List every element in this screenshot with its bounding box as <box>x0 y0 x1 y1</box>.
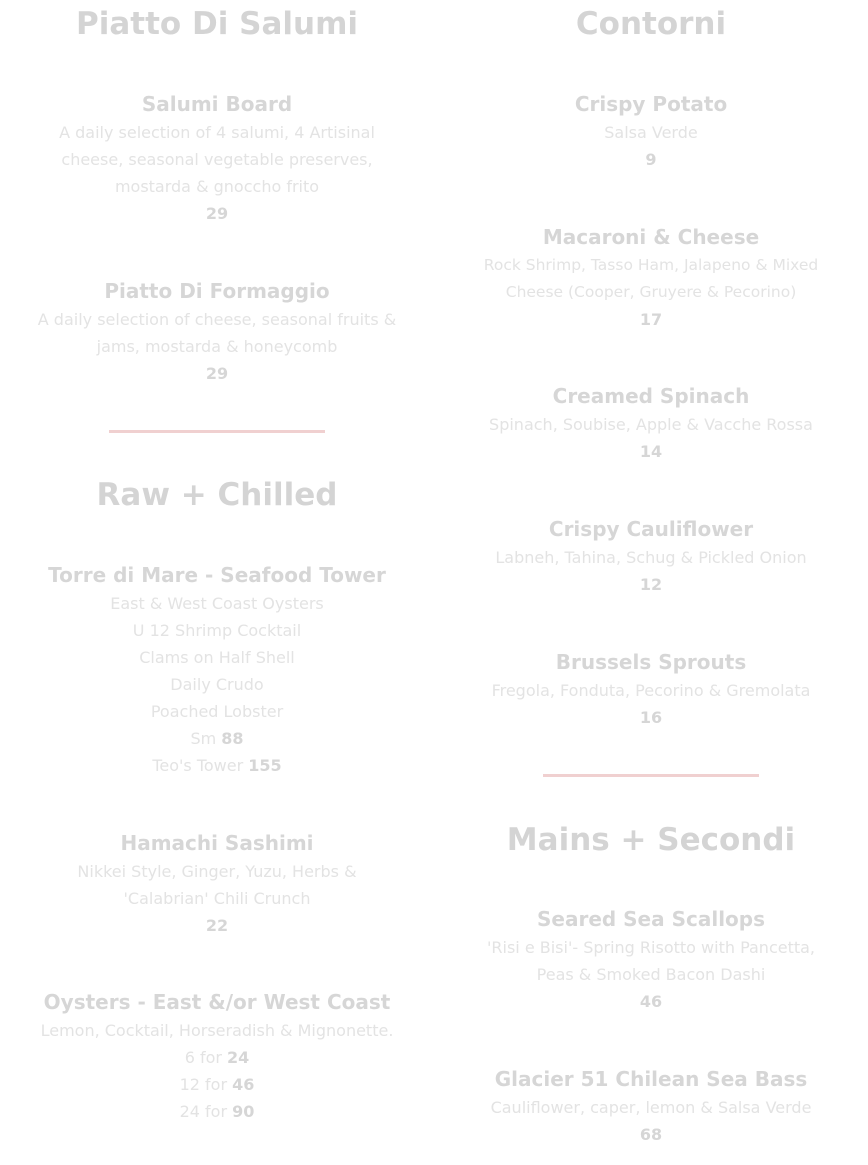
size-label: 6 for <box>184 1048 222 1067</box>
menu-item-oysters <box>0 987 434 1125</box>
menu-item-hamachi-sashimi <box>0 828 434 939</box>
size-price: 155 <box>248 756 282 775</box>
item-name: Salumi Board <box>141 92 293 116</box>
menu-item-crispy-cauliflower <box>434 514 868 598</box>
menu-item-salumi-board <box>0 89 434 227</box>
menu-item-macaroni-cheese <box>434 222 868 333</box>
item-name: Oysters - East &/or West Coast <box>43 990 391 1014</box>
section-title-salumi: Piatto Di Salumi <box>75 6 358 42</box>
size-price: 24 <box>227 1048 250 1067</box>
menu-item-crispy-potato <box>434 89 868 173</box>
item-description: Fregola, Fonduta, Pecorino & Gremolata <box>491 681 811 700</box>
item-size-option <box>0 1098 434 1125</box>
item-price: 68 <box>639 1125 663 1144</box>
item-size-option <box>0 1044 434 1071</box>
item-name: Hamachi Sashimi <box>120 831 314 855</box>
item-price: 12 <box>639 575 663 594</box>
size-label: Sm <box>190 729 217 748</box>
menu-item-seared-sea-scallops <box>434 904 868 1015</box>
item-size-option <box>0 752 434 779</box>
size-price: 46 <box>232 1075 255 1094</box>
item-name: Torre di Mare - Seafood Tower <box>48 563 386 587</box>
section-divider <box>109 430 325 433</box>
item-price: 29 <box>205 204 229 223</box>
section-divider <box>543 774 759 777</box>
size-label: 24 for <box>179 1102 228 1121</box>
item-price: 9 <box>645 150 657 169</box>
menu-item-seafood-tower <box>0 560 434 779</box>
item-price: 46 <box>639 992 663 1011</box>
item-component: Poached Lobster <box>150 702 284 721</box>
section-title-raw-chilled: Raw + Chilled <box>96 477 338 513</box>
size-price: 88 <box>221 729 244 748</box>
item-description: Lemon, Cocktail, Horseradish & Mignonette. <box>40 1021 394 1040</box>
item-component: Clams on Half Shell <box>139 648 295 667</box>
item-price: 22 <box>205 916 229 935</box>
item-name: Brussels Sprouts <box>555 650 747 674</box>
item-description: Cauliflower, caper, lemon & Salsa Verde <box>490 1098 812 1117</box>
menu-item-piatto-di-formaggio <box>0 276 434 387</box>
size-label: 12 for <box>179 1075 228 1094</box>
item-description: Spinach, Soubise, Apple & Vacche Rossa <box>489 415 813 434</box>
item-price: 17 <box>639 310 663 329</box>
item-name: Crispy Potato <box>574 92 728 116</box>
item-description: A daily selection of 4 salumi, 4 Artisinal cheese, seasonal vegetable preserves, mostarda & gnoccho frito <box>59 123 375 196</box>
item-name: Macaroni & Cheese <box>542 225 760 249</box>
item-description: Labneh, Tahina, Schug & Pickled Onion <box>495 548 807 567</box>
item-description: 'Risi e Bisi'- Spring Risotto with Pancetta, Peas & Smoked Bacon Dashi <box>486 938 816 984</box>
item-description: Nikkei Style, Ginger, Yuzu, Herbs & 'Calabrian' Chili Crunch <box>77 862 357 908</box>
item-size-option <box>0 725 434 752</box>
item-component: U 12 Shrimp Cocktail <box>132 621 302 640</box>
item-price: 14 <box>639 442 663 461</box>
menu-item-creamed-spinach <box>434 381 868 465</box>
menu-item-brussels-sprouts <box>434 647 868 731</box>
item-name: Piatto Di Formaggio <box>104 279 330 303</box>
item-description: A daily selection of cheese, seasonal fruits & jams, mostarda & honeycomb <box>37 310 397 356</box>
item-name: Crispy Cauliflower <box>548 517 754 541</box>
section-title-contorni: Contorni <box>575 6 727 42</box>
item-price: 29 <box>205 364 229 383</box>
item-description: Rock Shrimp, Tasso Ham, Jalapeno & Mixed Cheese (Cooper, Gruyere & Pecorino) <box>483 256 819 301</box>
item-component: East & West Coast Oysters <box>110 594 324 613</box>
item-name: Glacier 51 Chilean Sea Bass <box>494 1067 808 1091</box>
menu-item-chilean-sea-bass <box>434 1064 868 1148</box>
size-label: Teo's Tower <box>152 756 244 775</box>
item-size-option <box>0 1071 434 1098</box>
item-name: Seared Sea Scallops <box>536 907 766 931</box>
size-price: 90 <box>232 1102 255 1121</box>
item-description: Salsa Verde <box>604 123 698 142</box>
item-component: Daily Crudo <box>170 675 264 694</box>
section-title-mains: Mains + Secondi <box>506 822 796 858</box>
item-price: 16 <box>639 708 663 727</box>
item-name: Creamed Spinach <box>552 384 750 408</box>
